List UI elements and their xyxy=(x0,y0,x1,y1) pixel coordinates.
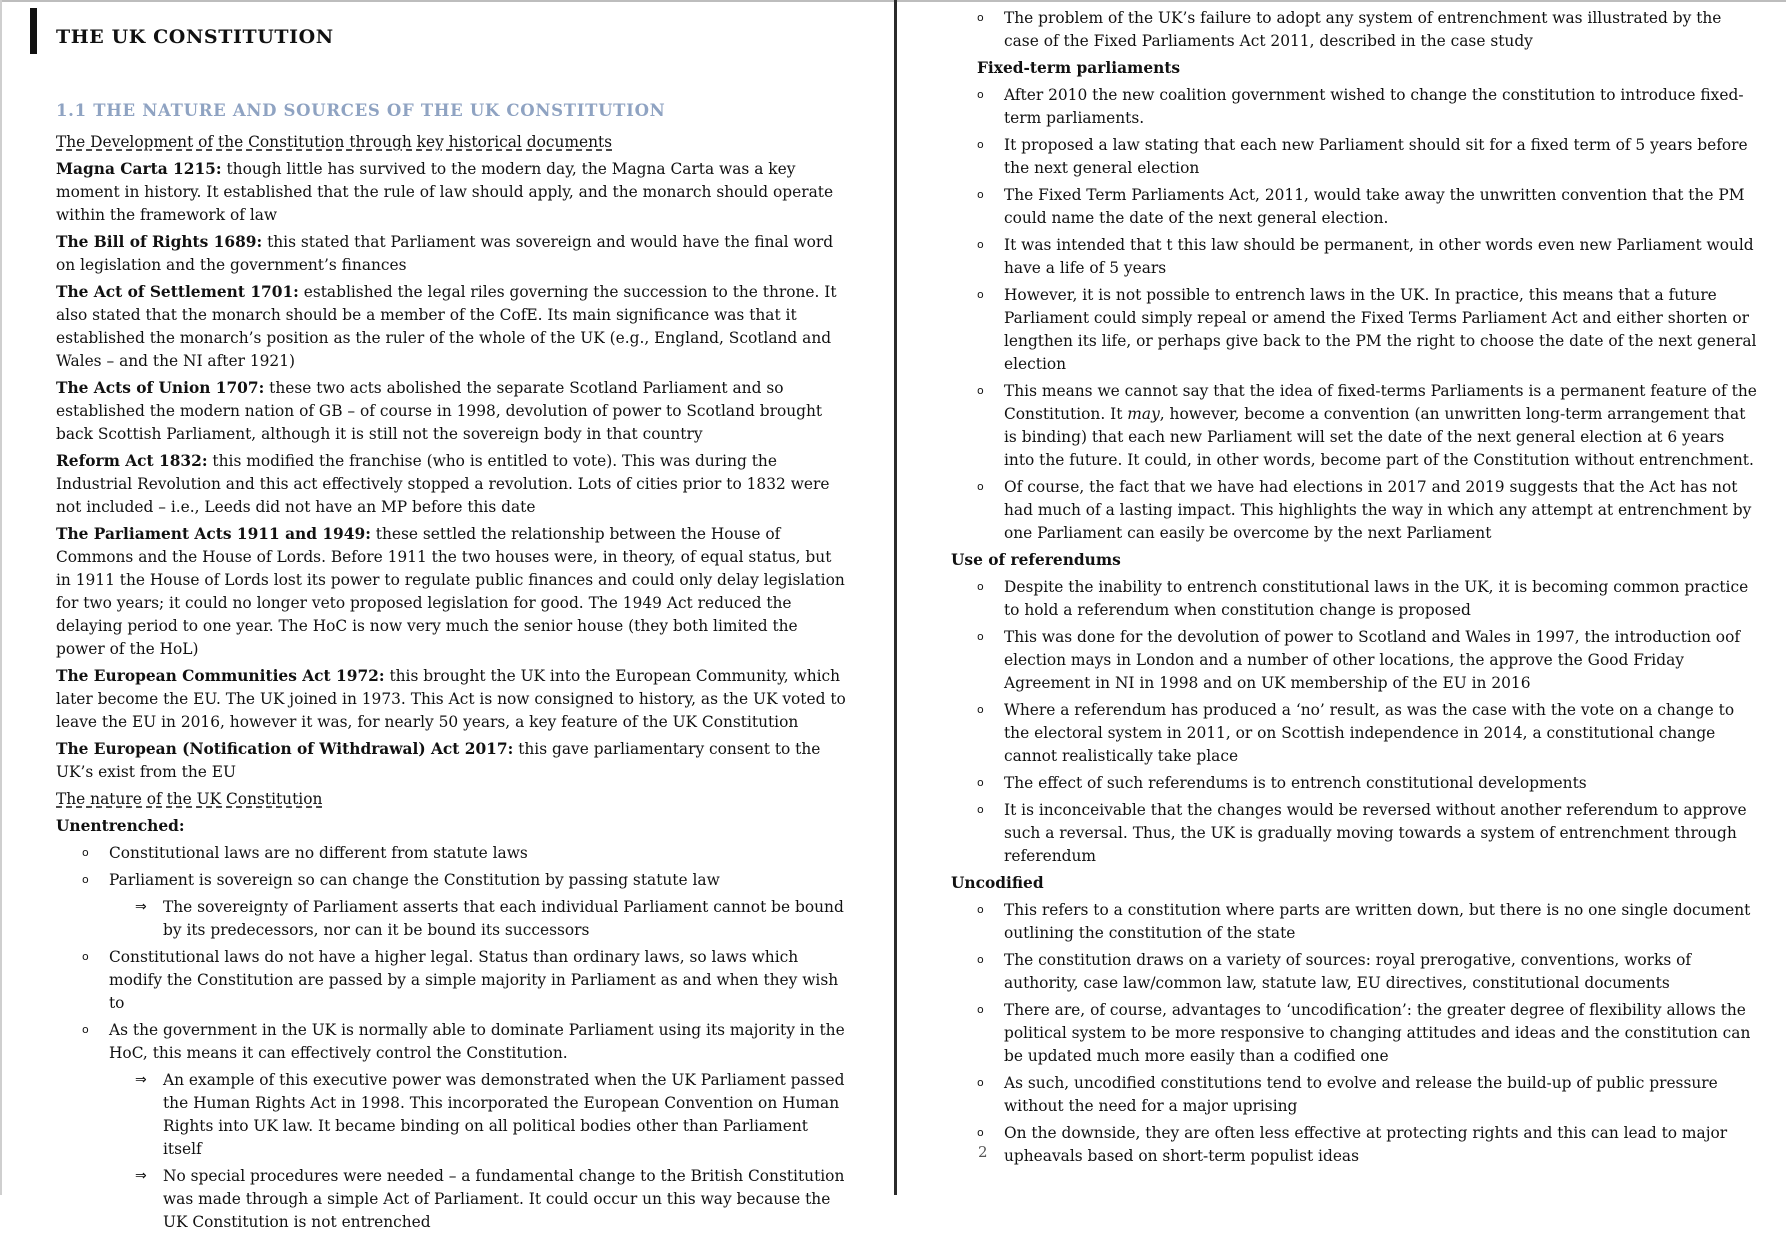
text-run: , however, become a convention (an unwritten long-term arrangement that is binding) that each new Parliament will set the date of the next general election at 6 years into the future. It could, in other words, become part of the Constitution without entrenchment. xyxy=(1004,405,1754,469)
fixed-term-list xyxy=(951,84,1759,545)
label-use-of-referendums: Use of referendums xyxy=(951,551,1121,569)
list-item: o After 2010 the new coalition government wished to change the constitution to introduce fixed-term parliaments. xyxy=(1004,84,1759,130)
label-uncodified: Uncodified xyxy=(951,874,1044,892)
list-item: o As such, uncodified constitutions tend to evolve and release the build-up of public pressure without the need for a major uprising xyxy=(1004,1072,1759,1118)
entry-term: The European Communities Act 1972: xyxy=(56,667,385,685)
unentrenched-sublist-1 xyxy=(56,896,846,942)
list-item: o Constitutional laws do not have a higher legal. Status than ordinary laws, so laws which modify the Constitution are passed by a simple majority in Parliament as and when they wish to xyxy=(109,946,846,1015)
subheading-historical-documents: The Development of the Constitution through key historical documents xyxy=(56,133,613,151)
unentrenched-list xyxy=(56,842,846,892)
entry-text: this brought the UK into the European Community, which later become the EU. The UK joined in 1973. This Act is now consigned to history, as the UK voted to leave the EU in 2016, however it was, for nearly 50 years, a key feature of the UK Constitution xyxy=(56,667,846,731)
entry-text: this gave parliamentary consent to the UK’s exist from the EU xyxy=(56,740,821,781)
entry-term: Reform Act 1832: xyxy=(56,452,208,470)
entry-term: Magna Carta 1215: xyxy=(56,160,222,178)
entry-acts-of-union xyxy=(56,377,846,446)
document-title: THE UK CONSTITUTION xyxy=(56,26,334,48)
entry-withdrawal-act xyxy=(56,738,846,784)
entry-parliament-acts xyxy=(56,523,846,661)
title-accent-bar xyxy=(30,8,37,54)
entry-term: The European (Notification of Withdrawal) Act 2017: xyxy=(56,740,514,758)
entry-term: The Bill of Rights 1689: xyxy=(56,233,263,251)
entry-term: The Parliament Acts 1911 and 1949: xyxy=(56,525,371,543)
entry-term: The Act of Settlement 1701: xyxy=(56,283,299,301)
referendums-list xyxy=(951,576,1759,868)
list-item: o The Fixed Term Parliaments Act, 2011, would take away the unwritten convention that the PM could name the date of the next general election. xyxy=(1004,184,1759,230)
emphasis-text: may xyxy=(1127,405,1160,423)
entry-text: these two acts abolished the separate Scotland Parliament and so established the modern nation of GB – of course in 1998, devolution of power to Scotland brought back Scottish Parliament, although it is still not the sovereign body in that country xyxy=(56,379,823,443)
left-page xyxy=(0,0,894,1231)
list-item: o Constitutional laws are no different from statute laws xyxy=(109,842,846,865)
entry-magna-carta xyxy=(56,158,846,227)
right-body xyxy=(951,7,1759,1172)
list-item: o Parliament is sovereign so can change the Constitution by passing statute law xyxy=(109,869,846,892)
list-item xyxy=(1004,380,1759,472)
right-page xyxy=(897,0,1786,1195)
list-item: o The effect of such referendums is to entrench constitutional developments xyxy=(1004,772,1759,795)
list-item: o It proposed a law stating that each new Parliament should sit for a fixed term of 5 years before the next general election xyxy=(1004,134,1759,180)
page-number: 2 xyxy=(978,1143,988,1161)
arrow-list-item: ⇒ The sovereignty of Parliament asserts that each individual Parliament cannot be bound by its predecessors, nor can it be bound its successors xyxy=(163,896,846,942)
list-item: o However, it is not possible to entrench laws in the UK. In practice, this means that a future Parliament could simply repeal or amend the Fixed Terms Parliament Act and either shorten or lengthen its life, or perhaps give back to the PM the right to choose the date of the next general election xyxy=(1004,284,1759,376)
list-item: o As the government in the UK is normally able to dominate Parliament using its majority in the HoC, this means it can effectively control the Constitution. xyxy=(109,1019,846,1065)
list-item: o The constitution draws on a variety of sources: royal prerogative, conventions, works of authority, case law/common law, statute law, EU directives, constitutional documents xyxy=(1004,949,1759,995)
list-item: o Despite the inability to entrench constitutional laws in the UK, it is becoming common practice to hold a referendum when constitution change is proposed xyxy=(1004,576,1759,622)
entry-text: established the legal riles governing the succession to the throne. It also stated that the monarch should be a member of the CofE. Its main significance was that it established the monarch’s position as the ruler of the whole of the UK (e.g., England, Scotland and Wales – and the NI after 1921) xyxy=(56,283,837,370)
list-item: o It is inconceivable that the changes would be reversed without another referendum to approve such a reversal. Thus, the UK is gradually moving towards a system of entrenchment through referendum xyxy=(1004,799,1759,868)
list-item: o There are, of course, advantages to ‘uncodification’: the greater degree of flexibility allows the political system to be more responsive to changing attitudes and ideas and the constitution can be updated much more easily than a codified one xyxy=(1004,999,1759,1068)
arrow-list-item: ⇒ No special procedures were needed – a fundamental change to the British Constitution was made through a simple Act of Parliament. It could occur un this way because the UK Constitution is not entrenched xyxy=(163,1165,846,1234)
case-study-list xyxy=(951,7,1759,53)
entry-act-of-settlement xyxy=(56,281,846,373)
entry-text: these settled the relationship between the House of Commons and the House of Lords. Before 1911 the two houses were, in theory, of equal status, but in 1911 the House of Lords lost its power to regulate public finances and could only delay legislation for two years; it could no longer veto proposed legislation for good. The 1949 Act reduced the delaying period to one year. The HoC is now very much the senior house (they both limited the power of the HoL) xyxy=(56,525,845,658)
left-body xyxy=(56,131,846,1238)
section-heading: 1.1 THE NATURE AND SOURCES OF THE UK CONSTITUTION xyxy=(56,101,666,120)
list-item: o The problem of the UK’s failure to adopt any system of entrenchment was illustrated by the case of the Fixed Parliaments Act 2011, described in the case study xyxy=(1004,7,1759,53)
entry-reform-act xyxy=(56,450,846,519)
label-unentrenched: Unentrenched: xyxy=(56,817,185,835)
unentrenched-list-continued xyxy=(56,946,846,1065)
entry-bill-of-rights xyxy=(56,231,846,277)
list-item: o Where a referendum has produced a ‘no’ result, as was the case with the vote on a change to the electoral system in 2011, or on Scottish independence in 2014, a constitutional change cannot realistically take place xyxy=(1004,699,1759,768)
arrow-list-item: ⇒ An example of this executive power was demonstrated when the UK Parliament passed the Human Rights Act in 1998. This incorporated the European Convention on Human Rights into UK law. It became binding on all political bodies other than Parliament itself xyxy=(163,1069,846,1161)
list-item: o This refers to a constitution where parts are written down, but there is no one single document outlining the constitution of the state xyxy=(1004,899,1759,945)
entry-text: this modified the franchise (who is entitled to vote). This was during the Industrial Revolution and this act effectively stopped a revolution. Lots of cities prior to 1832 were not included – i.e., Leeds did not have an MP before this date xyxy=(56,452,830,516)
list-item: o Of course, the fact that we have had elections in 2017 and 2019 suggests that the Act has not had much of a lasting impact. This highlights the way in which any attempt at entrenchment by one Parliament can easily be overcome by the next Parliament xyxy=(1004,476,1759,545)
entry-european-communities-act xyxy=(56,665,846,734)
text-run: This means we cannot say that the idea of fixed-terms Parliaments is a permanent feature of the Constitution. It xyxy=(1004,382,1757,423)
label-fixed-term-parliaments: Fixed-term parliaments xyxy=(977,59,1181,77)
subheading-nature-of-constitution: The nature of the UK Constitution xyxy=(56,790,323,808)
uncodified-list xyxy=(951,899,1759,1168)
list-item: o It was intended that t this law should be permanent, in other words even new Parliament would have a life of 5 years xyxy=(1004,234,1759,280)
list-item: o On the downside, they are often less effective at protecting rights and this can lead to major upheavals based on short-term populist ideas xyxy=(1004,1122,1759,1168)
entry-text: though little has survived to the modern day, the Magna Carta was a key moment in history. It established that the rule of law should apply, and the monarch should operate within the framework of law xyxy=(56,160,834,224)
list-item: o This was done for the devolution of power to Scotland and Wales in 1997, the introduction oof election mays in London and a number of other locations, the approve the Good Friday Agreement in NI in 1998 and on UK membership of the EU in 2016 xyxy=(1004,626,1759,695)
entry-term: The Acts of Union 1707: xyxy=(56,379,265,397)
unentrenched-sublist-2 xyxy=(56,1069,846,1234)
entry-text: this stated that Parliament was sovereign and would have the final word on legislation and the government’s finances xyxy=(56,233,834,274)
